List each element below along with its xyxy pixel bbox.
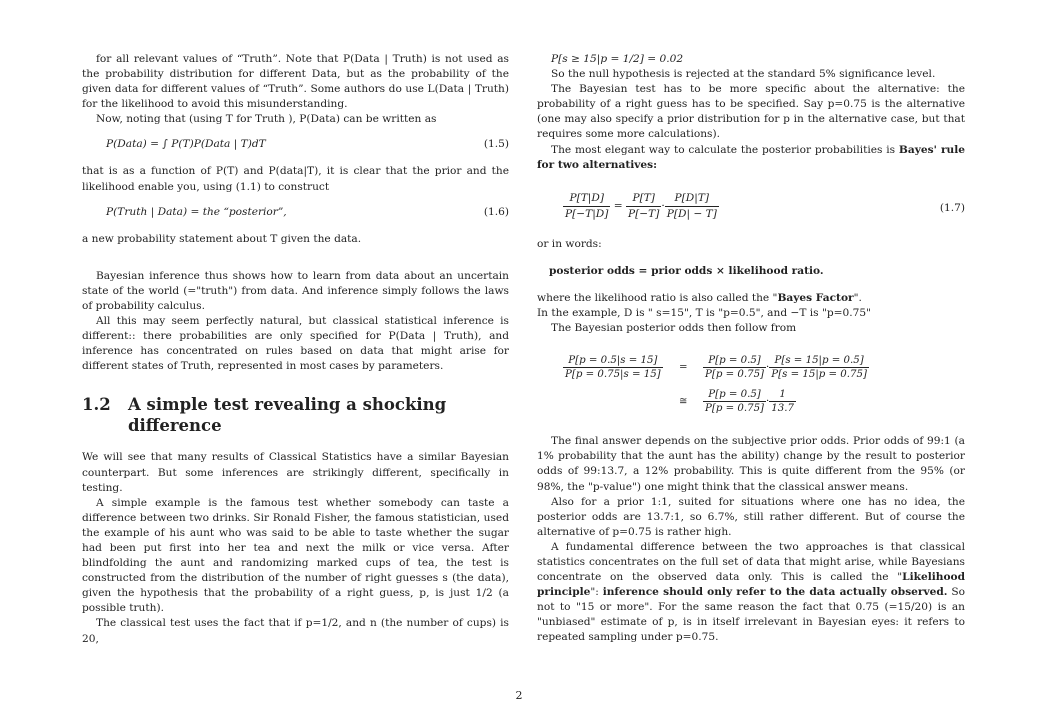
text-run: ": — [590, 586, 603, 599]
numerator: P[T] — [626, 191, 661, 207]
paragraph — [537, 540, 965, 646]
fraction — [665, 191, 719, 222]
paragraph: Now, noting that (using T for Truth ), P(Data) can be written as — [96, 113, 437, 126]
equation-1-5 — [82, 137, 509, 154]
formula-line: P[s ≥ 15|p = 1/2] = 0.02 — [551, 53, 684, 65]
paragraph: All this may seem perfectly natural, but classical statistical inference is different:: there probabilities are only specified for P(Data | Truth), and inference has concentrated on rules based on data that might arise for different states of Truth, represented in most cases by parameters. — [82, 315, 509, 373]
text-run: where the likelihood ratio is also called the " — [537, 291, 778, 304]
paragraph: The final answer depends on the subjective prior odds. Prior odds of 99:1 (a 1% probability that the aunt has the ability) change by the result to posterior odds of 99:13.7, a 12% probability. This is quite different from the 95% (or 98%, the "p-value") one might think that the classical answer means. — [537, 435, 965, 493]
denominator: P[−T|D] — [565, 207, 609, 220]
text-run: A fundamental difference between the two approaches is that classical statistics concentrates on the full set of data that might arise, while Bayesians concentrate on the observed data only. This is called the " — [537, 540, 965, 584]
bold-run: Likelihood principle — [537, 571, 965, 599]
denominator: 13.7 — [771, 403, 794, 415]
section-heading — [82, 394, 509, 436]
bold-run: Bayes Factor — [777, 291, 854, 304]
paragraph: or in words: — [537, 237, 602, 250]
numerator: P[p = 0.5] — [703, 354, 766, 368]
numerator: 1 — [769, 388, 796, 402]
fraction — [703, 354, 766, 381]
paragraph: So the null hypothesis is rejected at the standard 5% significance level. — [551, 68, 936, 81]
section-number: 1.2 — [82, 395, 111, 415]
paragraph: that is as a function of P(T) and P(data|T), it is clear that the prior and the likelihood enable you, using (1.1) to construct — [82, 165, 509, 193]
fraction — [703, 388, 766, 415]
text-run: ". — [853, 291, 862, 304]
paragraph: The Bayesian posterior odds then follow from — [551, 322, 797, 335]
equation-body: P(Data) = ∫ P(T)P(Data | T)dT — [106, 138, 266, 151]
equation-number: (1.6) — [483, 205, 509, 218]
denominator: P[p = 0.75] — [705, 369, 765, 381]
equation-1-6 — [82, 205, 509, 222]
text-run: The most elegant way to calculate the posterior probabilities is — [551, 143, 899, 156]
paragraph: We will see that many results of Classical Statistics have a similar Bayesian counterpart. But some inferences are strikingly different, specifically in testing. — [82, 451, 509, 494]
right-column — [537, 52, 965, 646]
numerator: P[p = 0.5] — [703, 388, 766, 402]
fraction — [769, 388, 796, 415]
numerator: P[D|T] — [665, 191, 719, 207]
fraction — [769, 354, 869, 381]
fraction — [626, 191, 661, 222]
paragraph: Bayesian inference thus shows how to learn from data about an uncertain state of the world (="truth") from data. And inference simply follows the laws of probability calculus. — [82, 269, 509, 312]
paragraph: The Bayesian test has to be more specific about the alternative: the probability of a right guess has to be specified. Say p=0.75 is the alternative (one may also specify a prior distribution for p in the alternative case, but that requires some more calculations). — [537, 83, 965, 141]
denominator: P[−T] — [628, 207, 660, 220]
paragraph: Also for a prior 1:1, suited for situations where one has no idea, the posterior odds are 13.7:1, so 6.7%, still rather different. But of course the alternative of p=0.75 is rather high. — [537, 495, 965, 538]
text-run: So not to "15 or more". For the same reason the fact that 0.75 (=15/20) is an "unbiased" estimate of p, is in itself irrelevant in Bayesian eyes: it refers to repeated sampling under p=0.75. — [537, 586, 966, 644]
denominator: P[D| − T] — [666, 207, 717, 220]
paragraph: a new probability statement about T given the data. — [82, 232, 362, 245]
numerator: P[p = 0.5|s = 15] — [563, 354, 663, 368]
bold-run: Bayes' rule for two alternatives: — [537, 143, 965, 171]
words-equation: posterior odds = prior odds × likelihood ratio. — [549, 264, 824, 277]
equals-sign: = — [613, 199, 627, 212]
equation-number: (1.7) — [939, 201, 965, 214]
numerator: P[T|D] — [563, 191, 610, 207]
paragraph: In the example, D is " s=15", T is "p=0.5", and −T is "p=0.75" — [537, 307, 871, 320]
equation-1-7: $\frac{P[T|D]}{P[-T|D]}$ = $\frac{P[T]}{P[-T]}$ · $\frac{P[D|T]}{P[D| - T]}$ (1.7) — [537, 187, 965, 229]
paragraph: A simple example is the famous test whether somebody can taste a difference between two drinks. Sir Ronald Fisher, the famous statistician, used the example of his aunt who was said to be able to taste whether the sugar had been put first into her tea and next the milk or vice versa. After blindfolding the aunt and randomizing marked cups of tea, the test is constructed from the distribution of the number of right guesses s (the data), given the hypothesis that the probability of a right guess, p, is just 1/2 (a possible truth). — [82, 496, 509, 615]
numerator: P[s = 15|p = 0.5] — [769, 354, 869, 368]
section-title: A simple test revealing a shocking difference — [128, 395, 447, 436]
bayes-factor-equation: $\frac{P[p = 0.5|s = 15]}{P[p = 0.75|s = 15]}$ = $\frac{P[p = 0.5]}{P[p = 0.75]}$ · $\frac{P[s = 15|p = 0.5]}{P[s = 15|p = 0.75]}$ ≅ $\frac{P[p = 0.5]}{P[p = 0.75]}$ · $\frac{1}{13.7}$ — [565, 355, 867, 415]
paragraph: for all relevant values of “Truth”. Note that P(Data | Truth) is not used as the probability distribution for different Data, but as the probability of the given data for different values of “Truth”. Some authors do use L(Data | Truth) for the likelihood to avoid this misunderstanding. — [82, 53, 509, 111]
approx-sign: ≅ — [679, 396, 688, 408]
equals-sign: = — [679, 362, 688, 374]
left-column — [82, 52, 509, 647]
fraction — [563, 191, 610, 222]
denominator: P[s = 15|p = 0.75] — [771, 369, 867, 381]
fraction — [563, 354, 663, 381]
denominator: P[p = 0.75|s = 15] — [565, 369, 661, 381]
paragraph — [537, 291, 965, 306]
denominator: P[p = 0.75] — [705, 403, 765, 415]
bold-run: inference should only refer to the data actually observed. — [602, 586, 948, 599]
paragraph: The classical test uses the fact that if p=1/2, and n (the number of cups) is 20, — [82, 617, 509, 645]
equation-number: (1.5) — [483, 138, 509, 151]
page-number: 2 — [515, 689, 523, 702]
equation-body: P(Truth | Data) = the “posterior”, — [106, 205, 287, 218]
paragraph — [537, 143, 965, 173]
